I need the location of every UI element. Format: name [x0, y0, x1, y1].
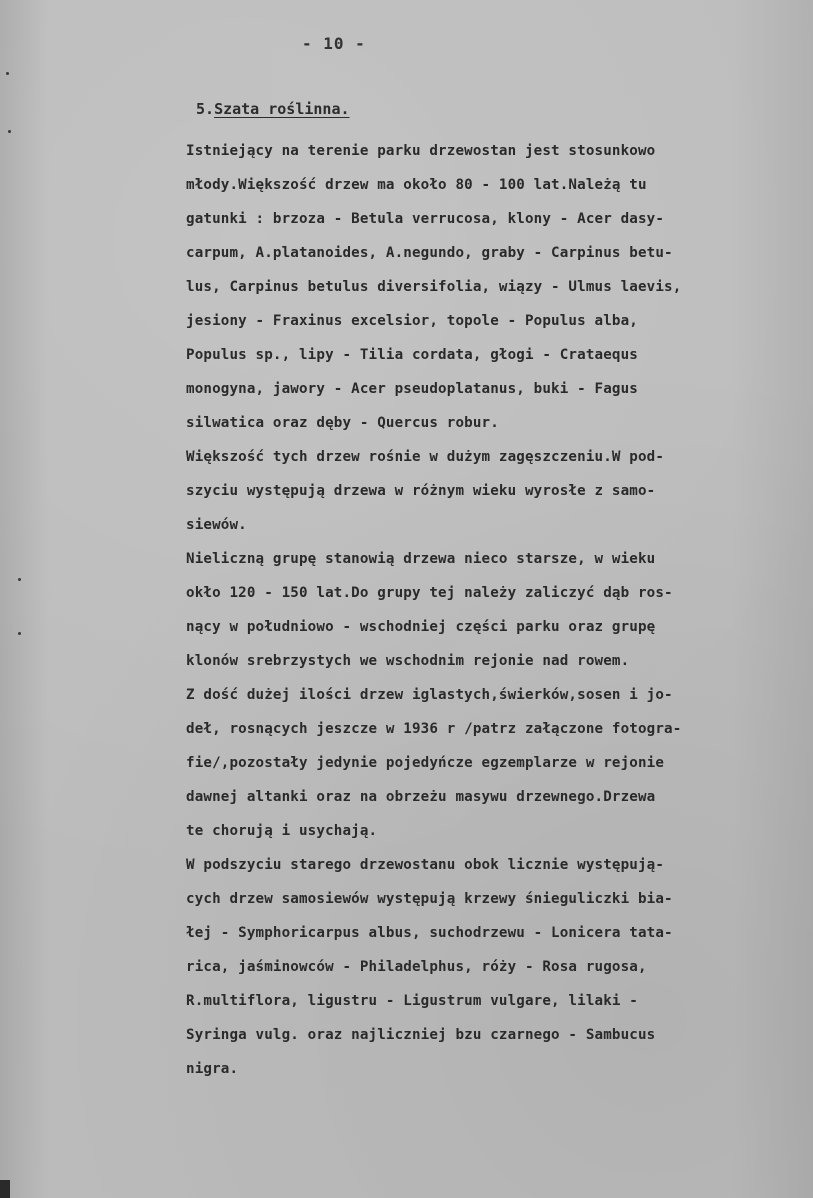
margin-speck — [8, 130, 11, 133]
section-number: 5. — [196, 100, 215, 118]
text-line: młody.Większość drzew ma około 80 - 100 lat.Należą tu — [186, 177, 647, 193]
text-line: siewów. — [186, 517, 247, 533]
body-text — [186, 134, 786, 1086]
margin-speck — [18, 578, 21, 581]
text-line: okło 120 - 150 lat.Do grupy tej należy zaliczyć dąb ros- — [186, 585, 673, 601]
margin-speck — [6, 72, 9, 75]
text-line: carpum, A.platanoides, A.negundo, graby - Carpinus betu- — [186, 245, 673, 261]
text-line: szyciu występują drzewa w różnym wieku wyrosłe z samo- — [186, 483, 656, 499]
text-line: łej - Symphoricarpus albus, suchodrzewu - Lonicera tata- — [186, 925, 673, 941]
text-line: fie/,pozostały jedynie pojedyńcze egzemplarze w rejonie — [186, 755, 665, 771]
margin-speck — [18, 632, 21, 635]
text-line: Syringa vulg. oraz najliczniej bzu czarnego - Sambucus — [186, 1027, 656, 1043]
text-line: W podszyciu starego drzewostanu obok licznie występują- — [186, 857, 665, 873]
text-line: te chorują i usychają. — [186, 823, 378, 839]
text-line: jesiony - Fraxinus excelsior, topole - Populus alba, — [186, 313, 638, 329]
text-line: nący w południowo - wschodniej części parku oraz grupę — [186, 619, 656, 635]
text-line: monogyna, jawory - Acer pseudoplatanus, buki - Fagus — [186, 381, 638, 397]
text-line: Większość tych drzew rośnie w dużym zagęszczeniu.W pod- — [186, 449, 665, 465]
text-line: Istniejący na terenie parku drzewostan jest stosunkowo — [186, 143, 656, 159]
section-title: Szata roślinna. — [214, 100, 350, 118]
section-heading — [196, 100, 350, 118]
text-line: Populus sp., lipy - Tilia cordata, głogi - Crataequs — [186, 347, 638, 363]
text-line: klonów srebrzystych we wschodnim rejonie nad rowem. — [186, 653, 630, 669]
text-line: silwatica oraz dęby - Quercus robur. — [186, 415, 499, 431]
text-line: lus, Carpinus betulus diversifolia, wiązy - Ulmus laevis, — [186, 279, 682, 295]
text-line: deł, rosnących jeszcze w 1936 r /patrz załączone fotogra- — [186, 721, 682, 737]
scan-edge-mark — [0, 1180, 10, 1198]
text-line: nigra. — [186, 1061, 239, 1077]
text-line: gatunki : brzoza - Betula verrucosa, klony - Acer dasy- — [186, 211, 665, 227]
text-line: cych drzew samosiewów występują krzewy śnieguliczki bia- — [186, 891, 673, 907]
text-line: R.multiflora, ligustru - Ligustrum vulgare, lilaki - — [186, 993, 638, 1009]
page-number: - 10 - — [302, 34, 366, 53]
text-line: dawnej altanki oraz na obrzeżu masywu drzewnego.Drzewa — [186, 789, 656, 805]
text-line: Z dość dużej ilości drzew iglastych,świerków,sosen i jo- — [186, 687, 673, 703]
text-line: Nieliczną grupę stanowią drzewa nieco starsze, w wieku — [186, 551, 656, 567]
text-line: rica, jaśminowców - Philadelphus, róży - Rosa rugosa, — [186, 959, 647, 975]
